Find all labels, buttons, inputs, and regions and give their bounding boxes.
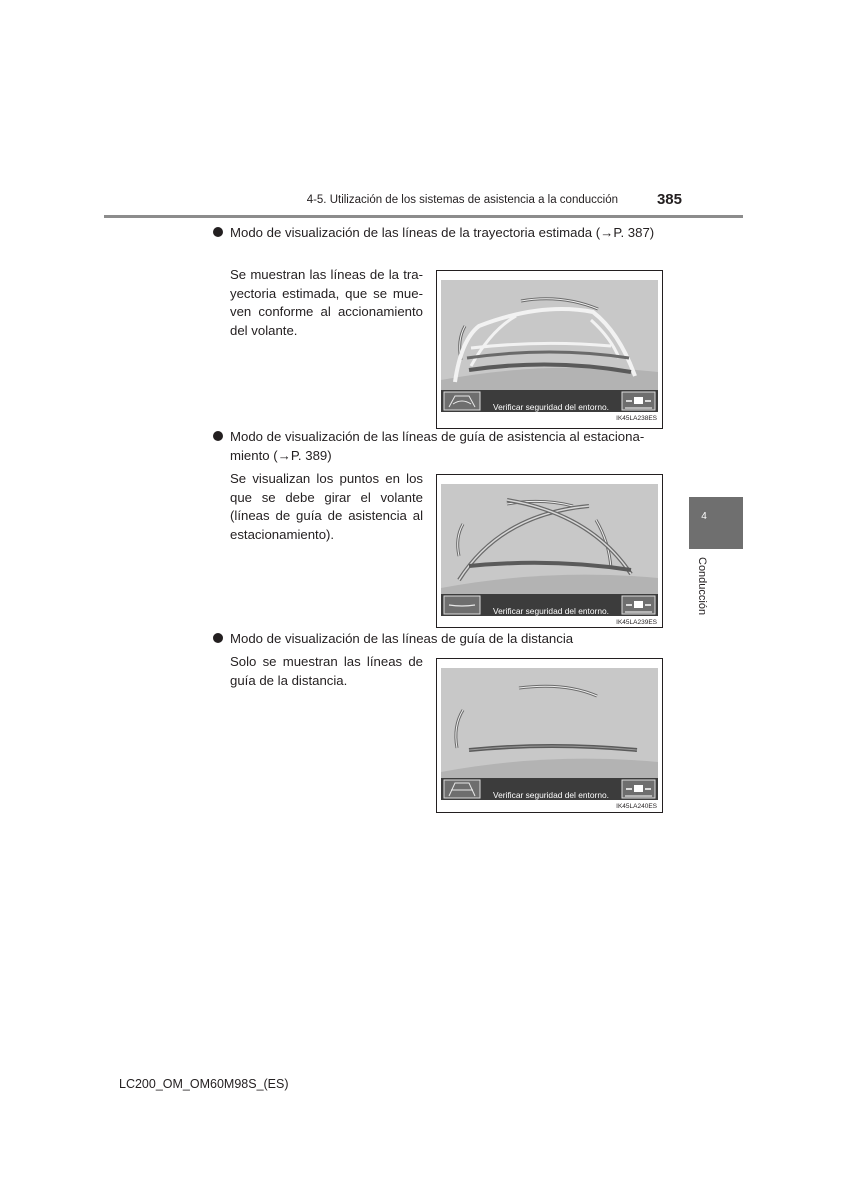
page-number: 385 [656,191,682,208]
figure-code: IK45LA239ES [616,619,657,626]
section-title: 4-5. Utilización de los sistemas de asistencia a la conducción [306,194,618,206]
document-code: LC200_OM_OM60M98S_(ES) [119,1077,289,1091]
chapter-number: 4 [701,511,707,522]
camera-screen [441,280,658,412]
item-description: Se muestran las líneas de la trayectoria estimada, que se mueven conforme al accionamiento del volante. [230,267,423,339]
chapter-label [695,557,709,627]
bullet-icon [213,431,223,441]
item-heading: Modo de visualización de las líneas de la trayectoria estimada (→P. 387) [230,225,655,240]
screen-message: Verificar seguridad del entorno. [493,790,609,800]
header-divider [104,215,743,218]
item-description: Se visualizan los puntos en los que se debe girar el volante (líneas de guía de asistencia al estacionamiento). [230,471,423,543]
screen-message: Verificar seguridad del entorno. [493,402,609,412]
camera-screen-figure [436,474,663,628]
screen-message: Verificar seguridad del entorno. [493,606,609,616]
camera-screen [441,668,658,800]
chapter-tab[interactable] [689,497,743,549]
figure-code: IK45LA238ES [616,415,657,422]
figure-code: IK45LA240ES [616,803,657,810]
camera-screen [441,484,658,616]
item-description: Solo se muestran las líneas de guía de la distancia. [230,654,423,688]
bullet-icon [213,227,223,237]
item-heading: Modo de visualización de las líneas de guía de asistencia al estacionamiento (→P. 389) [230,429,645,463]
chapter-label-text: Conducción [696,557,708,616]
camera-screen-figure [436,270,663,429]
camera-screen-figure [436,658,663,813]
bullet-icon [213,633,223,643]
item-heading: Modo de visualización de las líneas de guía de la distancia [230,631,574,646]
